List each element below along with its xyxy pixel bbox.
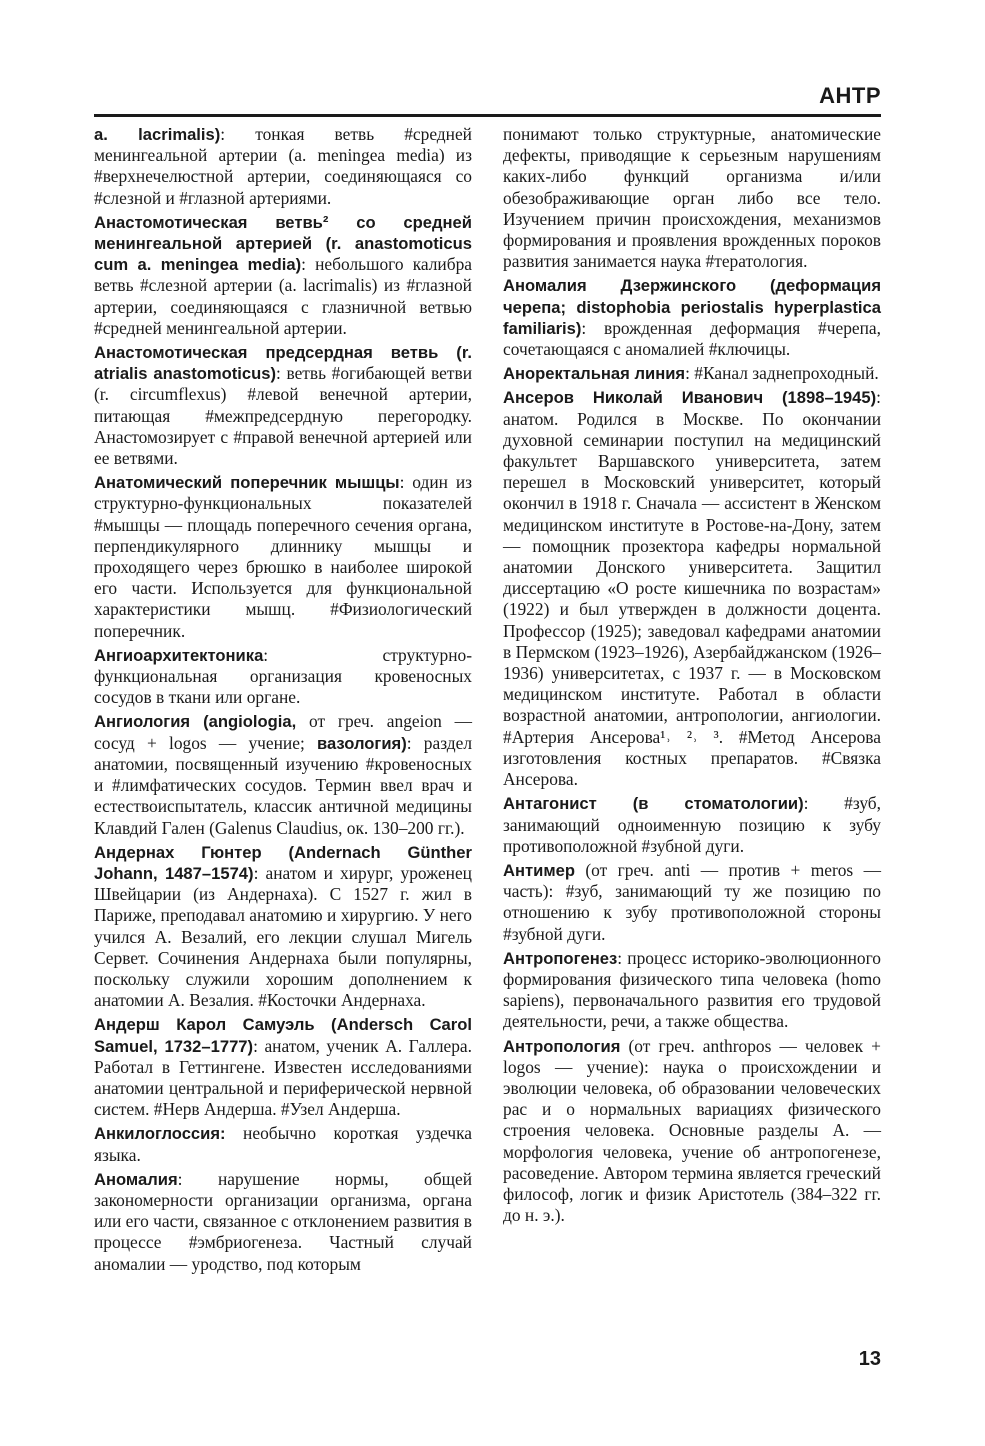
entry-term: Ангиоархитектоника — [94, 645, 264, 665]
entry-term: Анастомотическая предсердная ветвь (r. atrialis anastomoticus) — [94, 343, 472, 384]
entry-text: : анатом и хирург, уроженец Швейцарии (из Андернаха). С 1527 г. жил в Париже, преподавал анатомию и хирургию. У него учился А. Везалий, его лекции слушал Мигель Сервет. Сочинения Андернаха были популярны, поскольку служили хорошим дополнением к анатомии А. Везалия. #Косточки Андернаха. — [94, 862, 472, 1011]
entry-term: Андернах Гюнтер (Andernach Günther Johann, 1487–1574) — [94, 842, 472, 883]
entry-text: : врожденная деформация #черепа, сочетающаяся с аномалией #ключицы. — [503, 317, 881, 360]
entry-text: : раздел анатомии, посвященный изучению #кровеносных и #лимфатических сосудов. Термин ввел врач и естествоиспытатель, классик античной медицины Клавдий Гален (Galenus Claudius, ок. 130–200 гг.). — [94, 732, 472, 838]
entry-term: Аномалия Дзержинского (деформация черепа; distophobia periostalis hyperplastica familiaris) — [503, 276, 881, 338]
entry-term: a. lacrimalis) — [94, 125, 221, 144]
entry-term-synonym: вазология) — [316, 733, 407, 753]
dictionary-entry — [94, 212, 472, 339]
entry-text: от греч. angeion — сосуд + logos — учение; — [94, 711, 473, 753]
dictionary-entry — [94, 1169, 472, 1275]
entry-term: Анастомотическая ветвь² со средней менингеальной артерией (r. anastomoticus cum a. meningea media) — [94, 212, 472, 275]
section-code: АНТР — [819, 83, 881, 108]
dictionary-entry — [503, 1036, 881, 1227]
dictionary-entry — [503, 387, 881, 790]
right-column — [503, 124, 881, 1229]
entry-text: : один из структурно-функциональных показателей #мышцы — площадь поперечного сечения органа, перпендикулярного длиннику мышцы и проходящего через брюшко в наиболее широкой его части. Используется для функциональной характеристики мышц. #Физиологический поперечник. — [94, 472, 472, 641]
entry-text: : небольшого калибра ветвь #слезной артерии (a. lacrimalis) из #глазной артерии, соединяющаяся с глазничной ветвью #средней менингеальной артерии. — [94, 254, 473, 338]
entry-text: понимают только структурные, анатомические дефекты, приводящие к серьезным нарушениям каких-либо функций организма и/или обезображивающие орган либо все тело. Изучением причин происхождения, механизмов формирования и проявления врожденных пороков развития занимается наука #тератология. — [503, 124, 881, 272]
entry-term: Антропология — [503, 1036, 621, 1056]
entry-text: : структурно-функциональная организация кровеносных сосудов в ткани или органе. — [94, 644, 472, 708]
entry-term: Андерш Карол Самуэль (Andersch Carol Samuel, 1732–1777) — [94, 1015, 472, 1056]
left-column — [94, 124, 472, 1278]
dictionary-entry — [94, 342, 472, 469]
entry-text: необычно короткая уздечка языка. — [94, 1123, 472, 1165]
running-header — [0, 0, 985, 120]
entry-text: (от греч. anti — против + meros — часть): #зуб, занимающий ту же позицию по отношению к зубу противоположной стороны #зубной дуги. — [503, 859, 881, 944]
dictionary-entry — [94, 124, 472, 209]
page-number: 13 — [858, 1348, 881, 1370]
entry-text: : ветвь #огибающей ветви (r. circumflexus) #левой венечной артерии, питающая #межпредсердную перегородку. Анастомозирует с #правой венечной артерией или ее ветвями. — [94, 363, 472, 469]
entry-term: Анкилоглоссия: — [94, 1124, 226, 1144]
entry-text: : #Канал заднепроходный. — [685, 363, 879, 384]
dictionary-entry — [503, 793, 881, 857]
entry-text: : тонкая ветвь #средней менингеальной артерии (a. meningea media) из #верхнечелюстной артерии, соединяющаяся со #слезной и #глазной артериями. — [94, 124, 472, 208]
entry-term: Аномалия — [94, 1169, 178, 1189]
dictionary-entry — [94, 842, 472, 1012]
dictionary-entry — [503, 948, 881, 1033]
entry-term: Ангиология (angiologia, — [94, 712, 297, 732]
dictionary-entry — [94, 1014, 472, 1120]
entry-term: Антимер — [503, 860, 575, 880]
dictionary-entry — [94, 472, 472, 642]
entry-text: : анатом. Родился в Москве. По окончании духовной семинарии поступил на медицинский факультет Варшавского университета, затем перешел в Московский университет, который окончил в 1918 г. Сначала — ассистент в Женском медицинском институте в Ростове-на-Дону, затем — помощник прозектора кафедры нормальной анатомии Донского университета. Защитил диссертацию «О росте кишечника по возрастам» (1922) и был утвержден в должности доцента. Профессор (1925); заведовал кафедрами анатомии в Пермском (1923–1926), Азербайджанском (1926–1936) университетах, с 1937 г. — в Московском медицинском институте. Работал в области возрастной анатомии, антропологии, ангиологии. #Артерия Ансерова¹˒ ²˒ ³. #Метод Ансерова изготовления костных препаратов. #Связка Ансерова. — [503, 387, 881, 790]
entry-term: Антропогенез — [503, 948, 618, 968]
entry-text: : нарушение нормы, общей закономерности организации организма, органа или его части, связанное с отклонением развития в процессе #эмбриогенеза. Частный случай аномалии — уродство, под которым — [94, 1168, 472, 1274]
dictionary-entry-continued — [503, 124, 881, 272]
dictionary-entry — [503, 275, 881, 360]
entry-term: Антагонист (в стоматологии) — [503, 794, 804, 814]
header-rule — [94, 114, 881, 117]
dictionary-entry — [94, 711, 472, 838]
dictionary-entry — [503, 860, 881, 945]
entry-term: Аноректальная линия — [503, 364, 686, 384]
entry-text: : анатом, ученик А. Галлера. Работал в Геттингене. Известен исследованиями анатомии центральной и периферической нервной систем. #Нерв Андерша. #Узел Андерша. — [94, 1035, 472, 1120]
entry-text: : #зуб, занимающий одноименную позицию к зубу противоположной #зубной дуги. — [503, 793, 882, 856]
entry-term: Анатомический поперечник мышцы — [94, 473, 400, 493]
entry-text: : процесс историко-эволюционного формирования физического типа человека (homo sapiens), первоначального развития его трудовой деятельности, речи, а также общества. — [503, 947, 881, 1032]
dictionary-entry — [94, 1123, 472, 1165]
entry-term: Ансеров Николай Иванович (1898–1945) — [503, 388, 877, 408]
dictionary-entry — [503, 363, 881, 384]
entry-text: (от греч. anthropos — человек + logos — учение): наука о происхождении и эволюции человека, об образовании человеческих рас и о нормальных вариациях физического строения человека. Основные разделы А. — морфология человека, учение об антропогенезе, расоведение. Автором термина является греческий философ, логик и физик Аристотель (384–322 гг. до н. э.). — [503, 1035, 881, 1226]
dictionary-entry — [94, 645, 472, 709]
